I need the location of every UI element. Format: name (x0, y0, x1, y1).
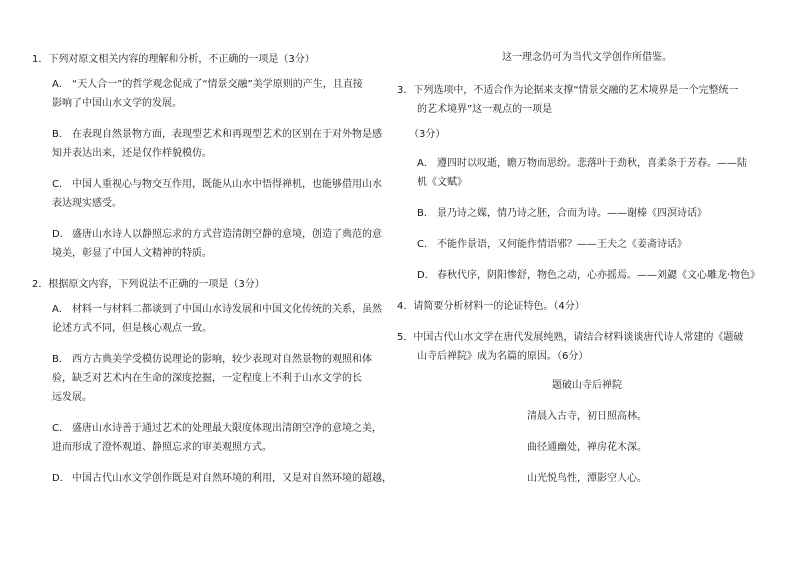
continuation-line: 这一理念仍可为当代文学创作所借鉴。 (502, 52, 672, 63)
question-2-option-a: A． 材料一与材料二都谈到了中国山水诗发展和中国文化传统的关系，虽然 论述方式不同，但是核心观点一致。 (52, 304, 382, 334)
question-1-option-a: A． “天人合一”的哲学观念促成了“情景交融”美学原则的产生，且直接 影响了中国山水文学的发展。 (52, 79, 363, 109)
question-3-stem-line-1: 3．下列选项中，不适合作为论据来支撑“情景交融的艺术境界是一个完整统一 (397, 85, 739, 96)
question-2-option-d: D． 中国古代山水文学创作既是对自然环境的利用，又是对自然环境的超越， (52, 473, 392, 484)
question-2-option-c: C． 盛唐山水诗善于通过艺术的处理最大限度体现出清朗空净的意境之美， 进而形成了澄怀观道、静照忘求的审美观照方式。 (52, 423, 382, 453)
question-1-stem: 1．下列对原文相关内容的理解和分析，不正确的一项是（3分） (32, 54, 315, 65)
question-2-stem: 2．根据原文内容，下列说法不正确的一项是（3分） (32, 279, 265, 290)
question-3-option-d: D． 春秋代序，阴阳惨舒，物色之动，心亦摇焉。——刘勰《文心雕龙·物色》 (417, 270, 761, 281)
question-5-stem-line-2: 山寺后禅院》成为名篇的原因。（6分） (417, 351, 589, 362)
question-4-stem: 4．请简要分析材料一的论证特色。（4分） (397, 301, 585, 312)
question-5-stem-line-1: 5．中国古代山水文学在唐代发展纯熟，请结合材料谈谈唐代诗人常建的《题破 (397, 332, 744, 343)
question-1-option-b: B． 在表现自然景物方面，表现型艺术和再现型艺术的区别在于对外物是感 知并表达出来，还是仅作样貌模仿。 (52, 129, 382, 159)
poem-title: 题破山寺后禅院 (552, 380, 622, 391)
question-3-stem-line-2: 的艺术境界”这一观点的一项是 (417, 104, 553, 115)
question-1-option-d: D． 盛唐山水诗人以静照忘求的方式营造清朗空静的意境，创造了典范的意 境美，彰显了中国人文精神的特质。 (52, 229, 382, 259)
question-3-score: （3分） (409, 129, 446, 140)
poem-line-2: 曲径通幽处，禅房花木深。 (527, 442, 647, 453)
poem-line-3: 山光悦鸟性，潭影空人心。 (527, 473, 647, 484)
right-column (397, 48, 777, 488)
question-1-option-c: C． 中国人重视心与物交互作用，既能从山水中悟得禅机，也能够借用山水 表达现实感受。 (52, 179, 382, 209)
question-3-option-a: A． 遵四时以叹逝，瞻万物而思纷。悲落叶于劲秋，喜柔条于芳春。——陆 机《文赋》 (417, 158, 747, 188)
left-column (32, 50, 392, 500)
question-2-option-b: B． 西方古典美学受模仿说理论的影响，较少表现对自然景物的观照和体 验，缺乏对艺术内在生命的深度挖掘，一定程度上不利于山水文学的长 远发展。 (52, 354, 372, 403)
question-3-option-b: B． 景乃诗之媒，情乃诗之胚，合而为诗。——谢榛《四溟诗话》 (417, 208, 707, 219)
question-3-option-c: C． 不能作景语，又何能作情语邪？——王夫之《姜斋诗话》 (417, 239, 687, 250)
poem-line-1: 清晨入古寺，初日照高林。 (527, 411, 647, 422)
